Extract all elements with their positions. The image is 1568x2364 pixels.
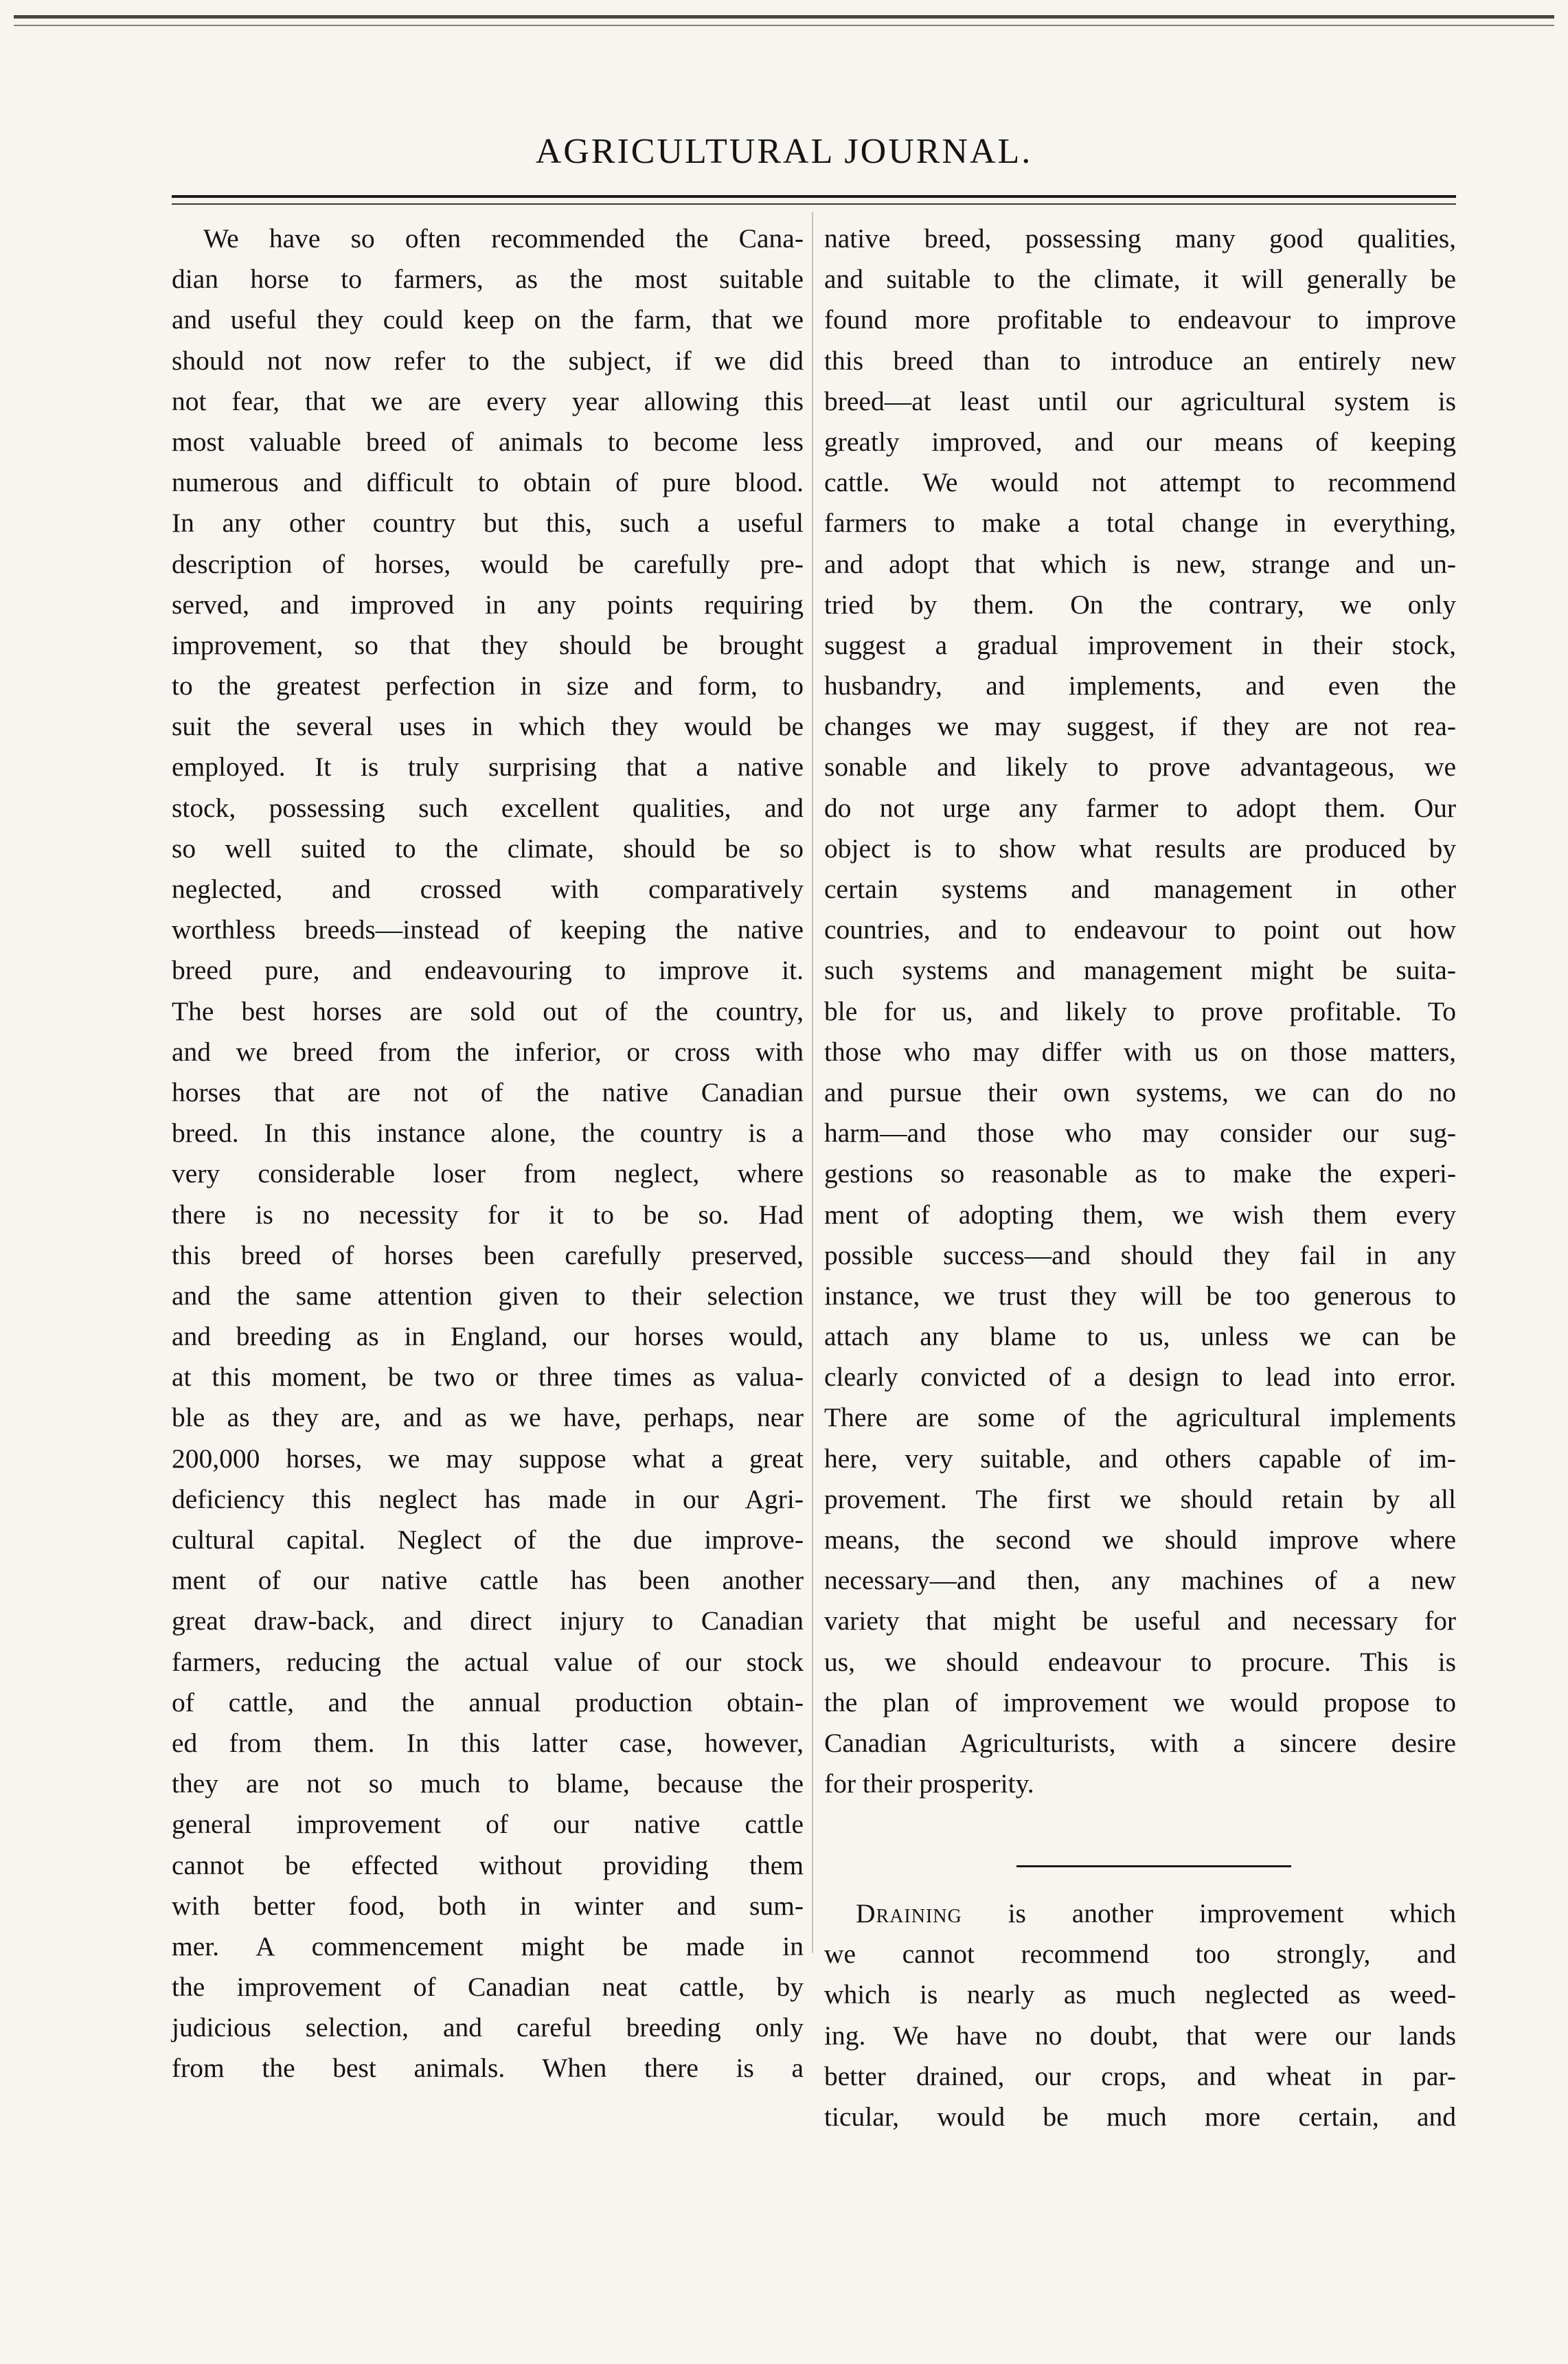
text-line: us, we should endeavour to procure. This is bbox=[824, 1646, 1456, 1677]
text-line: employed. It is truly surprising that a native bbox=[172, 752, 804, 783]
text-line: gestions so reasonable as to make the experi- bbox=[824, 1158, 1456, 1189]
text-line: cultural capital. Neglect of the due improve- bbox=[172, 1524, 804, 1555]
text-line: tried by them. On the contrary, we only bbox=[824, 589, 1456, 620]
text-line: 200,000 horses, we may suppose what a great bbox=[172, 1443, 804, 1474]
text-line: ing. We have no doubt, that were our lands bbox=[824, 2020, 1456, 2051]
text-line: not fear, that we are every year allowing this bbox=[172, 385, 804, 416]
draining-first-line bbox=[824, 1893, 1456, 1934]
text-line: this breed than to introduce an entirely new bbox=[824, 345, 1456, 376]
text-line: certain systems and management in other bbox=[824, 874, 1456, 904]
text-line: worthless breeds—instead of keeping the native bbox=[172, 914, 804, 945]
text-line: husbandry, and implements, and even the bbox=[824, 671, 1456, 701]
text-line: horses that are not of the native Canadian bbox=[172, 1077, 804, 1107]
text-line: suit the several uses in which they would be bbox=[172, 711, 804, 742]
text-line: mer. A commencement might be made in bbox=[172, 1930, 804, 1961]
text-line: ble as they are, and as we have, perhaps, near bbox=[172, 1402, 804, 1433]
text-line: The best horses are sold out of the country, bbox=[172, 995, 804, 1026]
draining-section bbox=[824, 1893, 1456, 2137]
text-line: provement. The first we should retain by all bbox=[824, 1483, 1456, 1514]
text-line: necessary—and then, any machines of a new bbox=[824, 1565, 1456, 1596]
text-line: this breed of horses been carefully preserved, bbox=[172, 1239, 804, 1270]
text-line: description of horses, would be carefully pre- bbox=[172, 548, 804, 579]
text-line: of cattle, and the annual production obtain- bbox=[172, 1687, 804, 1718]
text-line: cattle. We would not attempt to recommend bbox=[824, 467, 1456, 498]
text-line: neglected, and crossed with comparatively bbox=[172, 874, 804, 904]
text-line: stock, possessing such excellent qualities, and bbox=[172, 792, 804, 823]
text-line: the improvement of Canadian neat cattle, by bbox=[172, 1972, 804, 2003]
text-line: means, the second we should improve where bbox=[824, 1524, 1456, 1555]
text-line: very considerable loser from neglect, where bbox=[172, 1158, 804, 1189]
text-line: attach any blame to us, unless we can be bbox=[824, 1321, 1456, 1352]
text-line: ment of adopting them, we wish them every bbox=[824, 1199, 1456, 1230]
text-line: cannot be effected without providing them bbox=[172, 1849, 804, 1880]
text-line: greatly improved, and our means of keeping bbox=[824, 426, 1456, 457]
text-line: there is no necessity for it to be so. Had bbox=[172, 1199, 804, 1230]
text-line: should not now refer to the subject, if we did bbox=[172, 345, 804, 376]
right-column bbox=[824, 218, 1456, 1804]
text-line: those who may differ with us on those matters, bbox=[824, 1036, 1456, 1067]
text-line: better drained, our crops, and wheat in par- bbox=[824, 2060, 1456, 2091]
section-divider-rule bbox=[1016, 1865, 1291, 1867]
text-line: ment of our native cattle has been another bbox=[172, 1565, 804, 1596]
text-line: and we breed from the inferior, or cross with bbox=[172, 1036, 804, 1067]
text-line: native breed, possessing many good qualities, bbox=[824, 223, 1456, 254]
text-line: In any other country but this, such a useful bbox=[172, 508, 804, 539]
text-line: clearly convicted of a design to lead into error. bbox=[824, 1362, 1456, 1393]
text-line: here, very suitable, and others capable of im- bbox=[824, 1443, 1456, 1474]
top-border-rule bbox=[14, 15, 1554, 19]
text-line: most valuable breed of animals to become less bbox=[172, 426, 804, 457]
text-line: breed pure, and endeavouring to improve it. bbox=[172, 955, 804, 986]
text-line: do not urge any farmer to adopt them. Our bbox=[824, 792, 1456, 823]
header-rule bbox=[172, 195, 1456, 198]
page-header: AGRICULTURAL JOURNAL. bbox=[535, 132, 1033, 171]
text-line: We have so often recommended the Cana- bbox=[203, 223, 804, 254]
text-line: Canadian Agriculturists, with a sincere desire bbox=[824, 1727, 1456, 1758]
text-line: and useful they could keep on the farm, that we bbox=[172, 304, 804, 335]
text-line: instance, we trust they will be too generous to bbox=[824, 1280, 1456, 1311]
text-line: dian horse to farmers, as the most suitable bbox=[172, 264, 804, 295]
text-line: so well suited to the climate, should be so bbox=[172, 833, 804, 864]
text-line: judicious selection, and careful breeding only bbox=[172, 2012, 804, 2043]
text-line: we cannot recommend too strongly, and bbox=[824, 1939, 1456, 1970]
text-line: to the greatest perfection in size and form, to bbox=[172, 671, 804, 701]
text-line: There are some of the agricultural implements bbox=[824, 1402, 1456, 1433]
top-border-rule-thin bbox=[14, 25, 1554, 26]
draining-first-line-rest: is another improvement which bbox=[962, 1898, 1456, 1928]
column-divider bbox=[812, 212, 813, 1953]
text-line: and suitable to the climate, it will generally be bbox=[824, 264, 1456, 295]
text-line: breed. In this instance alone, the country is a bbox=[172, 1118, 804, 1149]
text-line: object is to show what results are produced by bbox=[824, 833, 1456, 864]
text-line: ticular, would be much more certain, and bbox=[824, 2101, 1456, 2132]
text-line: which is nearly as much neglected as weed- bbox=[824, 1979, 1456, 2010]
text-line: and the same attention given to their selection bbox=[172, 1280, 804, 1311]
text-line: farmers, reducing the actual value of our stock bbox=[172, 1646, 804, 1677]
text-line: the plan of improvement we would propose to bbox=[824, 1687, 1456, 1718]
text-line: for their prosperity. bbox=[824, 1768, 1034, 1799]
text-line: farmers to make a total change in everything, bbox=[824, 508, 1456, 539]
text-line: ble for us, and likely to prove profitable. To bbox=[824, 995, 1456, 1026]
text-line: countries, and to endeavour to point out how bbox=[824, 914, 1456, 945]
text-line: and adopt that which is new, strange and un- bbox=[824, 548, 1456, 579]
text-line: from the best animals. When there is a bbox=[172, 2053, 804, 2084]
text-line: served, and improved in any points requiring bbox=[172, 589, 804, 620]
text-line: at this moment, be two or three times as valua- bbox=[172, 1362, 804, 1393]
text-line: numerous and difficult to obtain of pure blood. bbox=[172, 467, 804, 498]
text-line: improvement, so that they should be brought bbox=[172, 629, 804, 660]
text-line: breed—at least until our agricultural system is bbox=[824, 385, 1456, 416]
text-line: harm—and those who may consider our sug- bbox=[824, 1118, 1456, 1149]
text-line: such systems and management might be suita- bbox=[824, 955, 1456, 986]
text-line: they are not so much to blame, because the bbox=[172, 1768, 804, 1799]
text-line: deficiency this neglect has made in our Agri- bbox=[172, 1483, 804, 1514]
text-line: with better food, both in winter and sum- bbox=[172, 1890, 804, 1921]
text-line: ed from them. In this latter case, however, bbox=[172, 1727, 804, 1758]
text-line: possible success—and should they fail in any bbox=[824, 1239, 1456, 1270]
left-column bbox=[172, 218, 804, 2089]
text-line: variety that might be useful and necessary for bbox=[824, 1606, 1456, 1636]
text-line: great draw-back, and direct injury to Canadian bbox=[172, 1606, 804, 1636]
header-rule-thin bbox=[172, 203, 1456, 205]
text-line: sonable and likely to prove advantageous, we bbox=[824, 752, 1456, 783]
text-line: general improvement of our native cattle bbox=[172, 1809, 804, 1840]
text-line: found more profitable to endeavour to improve bbox=[824, 304, 1456, 335]
text-line: and pursue their own systems, we can do no bbox=[824, 1077, 1456, 1107]
text-line: and breeding as in England, our horses would, bbox=[172, 1321, 804, 1352]
text-line: suggest a gradual improvement in their stock, bbox=[824, 629, 1456, 660]
draining-lead-word: Draining bbox=[856, 1898, 962, 1928]
text-line: changes we may suggest, if they are not rea- bbox=[824, 711, 1456, 742]
